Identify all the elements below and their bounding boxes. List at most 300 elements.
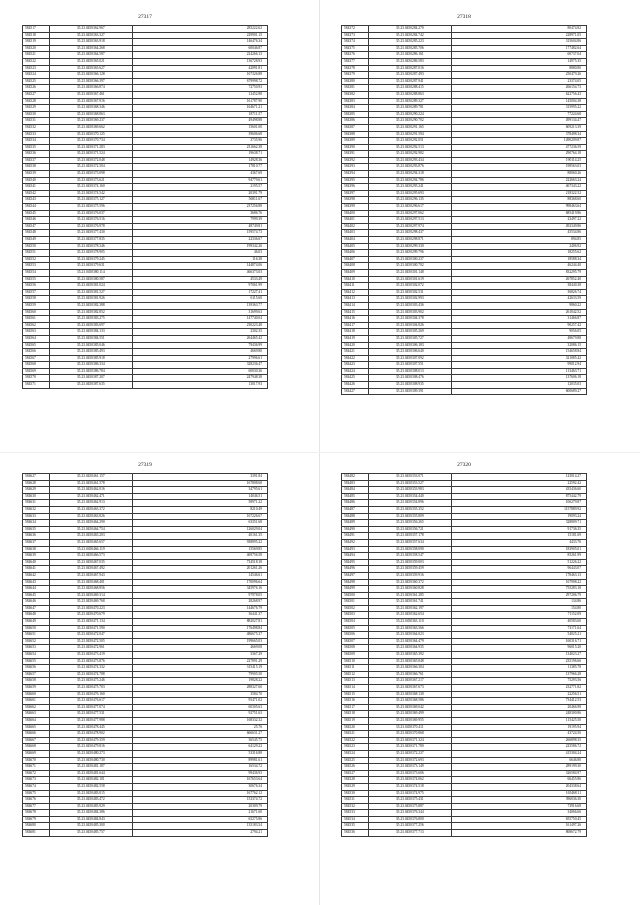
table-row bbox=[342, 124, 587, 131]
amount-cell: 48749.81 bbox=[132, 223, 267, 230]
amount-cell: 46244.40 bbox=[451, 263, 586, 270]
account-code-cell: 35.23.0450364.587 bbox=[49, 52, 132, 59]
amount-cell: 60305.63 bbox=[132, 704, 267, 711]
account-code-cell: 35.23.0450473.419 bbox=[49, 652, 132, 659]
table-row bbox=[23, 579, 268, 586]
table-row bbox=[23, 612, 268, 619]
record-id-cell: 584384 bbox=[342, 105, 369, 112]
table-row bbox=[342, 85, 587, 92]
record-id-cell: 584654 bbox=[23, 652, 50, 659]
amount-cell: 49498.88 bbox=[132, 118, 267, 125]
table-row bbox=[23, 744, 268, 751]
amount-cell: 116.38 bbox=[132, 256, 267, 263]
record-id-cell: 584497 bbox=[342, 572, 369, 579]
table-row bbox=[342, 665, 587, 672]
record-id-cell: 584551 bbox=[23, 250, 50, 257]
amount-cell: 38440.38 bbox=[451, 283, 586, 290]
record-id-cell: 584668 bbox=[23, 744, 50, 751]
amount-cell: 315415.19 bbox=[132, 665, 267, 672]
record-id-cell: 584525 bbox=[23, 78, 50, 85]
account-code-cell: 35.23.0450475.703 bbox=[49, 685, 132, 692]
record-id-cell: 584517 bbox=[23, 26, 50, 33]
table-row bbox=[342, 78, 587, 85]
account-code-cell: 35.23.0450374.542 bbox=[49, 190, 132, 197]
account-code-cell: 35.23.0450288.415 bbox=[368, 85, 451, 92]
account-code-cell: 35.23.0450368.130 bbox=[368, 691, 451, 698]
amount-cell: 134.86 bbox=[451, 599, 586, 606]
amount-cell: 91736.35 bbox=[451, 526, 586, 533]
account-code-cell: 35.23.0450370.411 bbox=[368, 724, 451, 731]
account-code-cell: 35.23.0450296.617 bbox=[368, 204, 451, 211]
table-row bbox=[23, 223, 268, 230]
table-row bbox=[23, 599, 268, 606]
record-id-cell: 584422 bbox=[342, 355, 369, 362]
amount-cell: 167808.68 bbox=[132, 480, 267, 487]
table-row bbox=[342, 111, 587, 118]
table-row bbox=[23, 309, 268, 316]
amount-cell: 9860.22 bbox=[451, 302, 586, 309]
record-id-cell: 584484 bbox=[342, 487, 369, 494]
record-id-cell: 584536 bbox=[23, 151, 50, 158]
account-code-cell: 35.23.0450357.634 bbox=[368, 539, 451, 546]
account-code-cell: 35.23.0450301.148 bbox=[368, 269, 451, 276]
account-code-cell: 35.23.0450369.042 bbox=[368, 704, 451, 711]
amount-cell: 6646.80 bbox=[451, 757, 586, 764]
account-code-cell: 35.23.0450306.640 bbox=[368, 349, 451, 356]
record-id-cell: 584627 bbox=[23, 474, 50, 481]
table-row bbox=[23, 691, 268, 698]
table-row bbox=[23, 32, 268, 39]
table-row bbox=[23, 197, 268, 204]
amount-cell: 167762.12 bbox=[132, 790, 267, 797]
table-row bbox=[342, 671, 587, 678]
account-code-cell: 35.23.0450383.697 bbox=[49, 322, 132, 329]
document-page bbox=[22, 14, 268, 434]
record-id-cell: 584389 bbox=[342, 138, 369, 145]
table-row bbox=[342, 605, 587, 612]
account-code-cell: 35.23.0450373.098 bbox=[49, 171, 132, 178]
record-id-cell: 584681 bbox=[23, 830, 50, 837]
table-row bbox=[23, 632, 268, 639]
account-code-cell: 35.23.0450358.547 bbox=[368, 553, 451, 560]
table-row bbox=[23, 342, 268, 349]
record-id-cell: 584399 bbox=[342, 204, 369, 211]
amount-cell: 734412.53 bbox=[451, 698, 586, 705]
account-code-cell: 35.23.0450363.110 bbox=[368, 619, 451, 626]
amount-cell: 176498.84 bbox=[132, 625, 267, 632]
table-row bbox=[23, 124, 268, 131]
amount-cell: 94779.61 bbox=[132, 177, 267, 184]
table-row bbox=[342, 572, 587, 579]
account-code-cell: 35.23.0450470.679 bbox=[49, 612, 132, 619]
amount-cell: 36441.37 bbox=[132, 612, 267, 619]
account-code-cell: 35.23.0450370.734 bbox=[49, 138, 132, 145]
account-code-cell: 35.23.0450462.471 bbox=[49, 493, 132, 500]
table-row bbox=[342, 98, 587, 105]
record-id-cell: 584403 bbox=[342, 230, 369, 237]
amount-cell: 134023.27 bbox=[451, 652, 586, 659]
table-row bbox=[342, 342, 587, 349]
record-id-cell: 584552 bbox=[23, 256, 50, 263]
account-code-cell: 35.23.0450380.587 bbox=[49, 276, 132, 283]
account-code-cell: 35.23.0450297.513 bbox=[368, 217, 451, 224]
amount-cell: 147740.04 bbox=[132, 316, 267, 323]
table-row bbox=[342, 269, 587, 276]
table-row bbox=[342, 91, 587, 98]
table-row bbox=[23, 711, 268, 718]
record-id-cell: 584631 bbox=[23, 500, 50, 507]
table-row bbox=[342, 26, 587, 33]
amount-cell: 250479.26 bbox=[451, 72, 586, 79]
account-code-cell: 35.23.0450464.290 bbox=[49, 520, 132, 527]
table-row bbox=[342, 480, 587, 487]
account-code-cell: 35.23.0450485.300 bbox=[49, 823, 132, 830]
account-code-cell: 35.23.0450289.781 bbox=[368, 105, 451, 112]
record-id-cell: 584679 bbox=[23, 816, 50, 823]
amount-cell: 18588.34 bbox=[451, 256, 586, 263]
record-table bbox=[341, 25, 587, 395]
amount-cell: 622756.43 bbox=[451, 91, 586, 98]
account-code-cell: 35.23.0450361.741 bbox=[368, 599, 451, 606]
account-code-cell: 35.23.0450478.445 bbox=[49, 724, 132, 731]
record-id-cell: 584635 bbox=[23, 526, 50, 533]
account-code-cell: 35.23.0450355.352 bbox=[368, 506, 451, 513]
amount-cell: 99436.93 bbox=[132, 770, 267, 777]
record-id-cell: 584416 bbox=[342, 316, 369, 323]
amount-cell: 11385.78 bbox=[451, 665, 586, 672]
table-row bbox=[342, 32, 587, 39]
record-id-cell: 584523 bbox=[342, 744, 369, 751]
record-id-cell: 584404 bbox=[342, 237, 369, 244]
table-row bbox=[342, 731, 587, 738]
record-id-cell: 584394 bbox=[342, 171, 369, 178]
table-row bbox=[23, 243, 268, 250]
amount-cell: 4433.76 bbox=[451, 539, 586, 546]
record-id-cell: 584550 bbox=[23, 243, 50, 250]
amount-cell: 18255.62 bbox=[451, 250, 586, 257]
amount-cell: 19828.22 bbox=[132, 678, 267, 685]
record-id-cell: 584388 bbox=[342, 131, 369, 138]
record-id-cell: 584381 bbox=[342, 85, 369, 92]
amount-cell: 168332.32 bbox=[132, 717, 267, 724]
record-id-cell: 584670 bbox=[23, 757, 50, 764]
table-row bbox=[342, 553, 587, 560]
amount-cell: 22256.51 bbox=[451, 691, 586, 698]
record-id-cell: 584413 bbox=[342, 296, 369, 303]
table-row bbox=[342, 526, 587, 533]
table-row bbox=[23, 85, 268, 92]
amount-cell: 146476.34 bbox=[132, 39, 267, 46]
table-row bbox=[23, 362, 268, 369]
amount-cell: 266154.73 bbox=[451, 85, 586, 92]
table-row bbox=[342, 783, 587, 790]
account-code-cell: 35.23.0450299.330 bbox=[368, 243, 451, 250]
amount-cell: 326584.97 bbox=[451, 770, 586, 777]
record-table bbox=[22, 473, 268, 837]
amount-cell: 28268.97 bbox=[132, 599, 267, 606]
amount-cell: 65275.86 bbox=[132, 816, 267, 823]
table-row bbox=[342, 289, 587, 296]
record-id-cell: 584521 bbox=[23, 52, 50, 59]
amount-cell: 12035.03 bbox=[451, 382, 586, 389]
table-row bbox=[342, 349, 587, 356]
record-id-cell: 584518 bbox=[342, 711, 369, 718]
record-id-cell: 584393 bbox=[342, 164, 369, 171]
account-code-cell: 35.23.0450374.975 bbox=[368, 790, 451, 797]
record-id-cell: 584504 bbox=[342, 619, 369, 626]
account-code-cell: 35.23.0450290.702 bbox=[368, 118, 451, 125]
account-code-cell: 35.23.0450298.871 bbox=[368, 237, 451, 244]
amount-cell: 235196.66 bbox=[451, 658, 586, 665]
account-code-cell: 35.23.0450286.583 bbox=[368, 58, 451, 65]
record-id-cell: 584535 bbox=[342, 823, 369, 830]
account-code-cell: 35.23.0450379.631 bbox=[49, 263, 132, 270]
record-id-cell: 584648 bbox=[23, 612, 50, 619]
table-row bbox=[342, 190, 587, 197]
record-id-cell: 584424 bbox=[342, 368, 369, 375]
amount-cell: 832295.79 bbox=[451, 269, 586, 276]
table-row bbox=[342, 276, 587, 283]
account-code-cell: 35.23.0450302.531 bbox=[368, 289, 451, 296]
table-row bbox=[23, 39, 268, 46]
table-row bbox=[342, 711, 587, 718]
record-id-cell: 584676 bbox=[23, 797, 50, 804]
record-table-body bbox=[23, 26, 268, 389]
table-row bbox=[23, 737, 268, 744]
amount-cell: 396036.30 bbox=[451, 797, 586, 804]
table-row bbox=[23, 816, 268, 823]
table-row bbox=[342, 177, 587, 184]
account-code-cell: 35.23.0450287.016 bbox=[368, 65, 451, 72]
amount-cell: 19638.71 bbox=[132, 151, 267, 158]
record-id-cell: 584487 bbox=[342, 506, 369, 513]
amount-cell: 218322.52 bbox=[451, 190, 586, 197]
table-row bbox=[23, 368, 268, 375]
account-code-cell: 35.23.0450465.203 bbox=[49, 533, 132, 540]
account-code-cell: 35.23.0450367.461 bbox=[49, 91, 132, 98]
table-row bbox=[23, 619, 268, 626]
table-row bbox=[342, 823, 587, 830]
amount-cell: 315995.22 bbox=[451, 105, 586, 112]
amount-cell: 469756.58 bbox=[132, 553, 267, 560]
amount-cell: 328236.47 bbox=[132, 362, 267, 369]
record-id-cell: 584396 bbox=[342, 184, 369, 191]
amount-cell: 321085.42 bbox=[451, 355, 586, 362]
table-row bbox=[23, 204, 268, 211]
table-row bbox=[23, 164, 268, 171]
account-code-cell: 35.23.0450308.476 bbox=[368, 375, 451, 382]
amount-cell: 54025.21 bbox=[451, 632, 586, 639]
account-code-cell: 35.23.0450302.072 bbox=[368, 283, 451, 290]
table-row bbox=[342, 243, 587, 250]
amount-cell: 34795.61 bbox=[132, 487, 267, 494]
amount-cell: 6115.60 bbox=[132, 296, 267, 303]
record-id-cell: 584402 bbox=[342, 223, 369, 230]
amount-cell: 40161.35 bbox=[132, 533, 267, 540]
table-row bbox=[23, 138, 268, 145]
account-code-cell: 35.23.0450291.594 bbox=[368, 131, 451, 138]
table-row bbox=[23, 487, 268, 494]
record-id-cell: 584532 bbox=[23, 124, 50, 131]
record-id-cell: 584411 bbox=[342, 283, 369, 290]
record-id-cell: 584521 bbox=[342, 731, 369, 738]
page-number: 27318 bbox=[457, 14, 471, 20]
record-id-cell: 584546 bbox=[23, 217, 50, 224]
account-code-cell: 35.23.0450462.016 bbox=[49, 487, 132, 494]
table-row bbox=[342, 45, 587, 52]
record-id-cell: 584425 bbox=[342, 375, 369, 382]
account-code-cell: 35.23.0450374.062 bbox=[368, 777, 451, 784]
table-row bbox=[23, 533, 268, 540]
account-code-cell: 35.23.0450371.780 bbox=[368, 744, 451, 751]
table-row bbox=[23, 131, 268, 138]
account-code-cell: 35.23.0450474.332 bbox=[49, 665, 132, 672]
record-id-cell: 584664 bbox=[23, 717, 50, 724]
table-row bbox=[23, 355, 268, 362]
account-code-cell: 35.23.0450382.388 bbox=[49, 302, 132, 309]
account-code-cell: 35.23.0450288.863 bbox=[368, 91, 451, 98]
table-row bbox=[342, 506, 587, 513]
amount-cell: 66455.86 bbox=[451, 777, 586, 784]
amount-cell: 92751.63 bbox=[132, 711, 267, 718]
table-row bbox=[23, 335, 268, 342]
account-code-cell: 35.23.0450292.513 bbox=[368, 144, 451, 151]
table-row bbox=[342, 678, 587, 685]
record-id-cell: 584562 bbox=[23, 322, 50, 329]
table-row bbox=[342, 131, 587, 138]
table-row bbox=[342, 737, 587, 744]
amount-cell: 144874.06 bbox=[132, 263, 267, 270]
amount-cell: 998463.64 bbox=[451, 204, 586, 211]
table-row bbox=[23, 302, 268, 309]
record-id-cell: 584490 bbox=[342, 526, 369, 533]
record-id-cell: 584525 bbox=[342, 757, 369, 764]
record-id-cell: 584517 bbox=[342, 704, 369, 711]
amount-cell: 204338.64 bbox=[451, 783, 586, 790]
amount-cell: 247948.38 bbox=[132, 375, 267, 382]
table-row bbox=[342, 625, 587, 632]
amount-cell: 17227.41 bbox=[132, 289, 267, 296]
record-id-cell: 584675 bbox=[23, 790, 50, 797]
account-code-cell: 35.23.0450295.693 bbox=[368, 190, 451, 197]
document-page bbox=[341, 14, 587, 434]
record-id-cell: 584483 bbox=[342, 480, 369, 487]
table-row bbox=[23, 546, 268, 553]
amount-cell: 288327.60 bbox=[132, 685, 267, 692]
table-row bbox=[342, 316, 587, 323]
amount-cell: 9056.05 bbox=[451, 329, 586, 336]
table-row bbox=[23, 770, 268, 777]
record-id-cell: 584568 bbox=[23, 362, 50, 369]
table-row bbox=[342, 309, 587, 316]
table-row bbox=[342, 197, 587, 204]
amount-cell: 14928.36 bbox=[132, 157, 267, 164]
table-row bbox=[342, 388, 587, 395]
account-code-cell: 35.23.0450354.896 bbox=[368, 500, 451, 507]
record-id-cell: 584380 bbox=[342, 78, 369, 85]
record-id-cell: 584652 bbox=[23, 638, 50, 645]
account-code-cell: 35.23.0450291.165 bbox=[368, 124, 451, 131]
table-row bbox=[342, 184, 587, 191]
amount-cell: 3686.76 bbox=[132, 210, 267, 217]
table-row bbox=[342, 368, 587, 375]
amount-cell: 178463.13 bbox=[451, 572, 586, 579]
table-row bbox=[342, 157, 587, 164]
account-code-cell: 35.23.0450373.621 bbox=[49, 177, 132, 184]
account-code-cell: 35.23.0450307.092 bbox=[368, 355, 451, 362]
table-row bbox=[23, 750, 268, 757]
table-row bbox=[342, 263, 587, 270]
record-id-cell: 584423 bbox=[342, 362, 369, 369]
account-code-cell: 35.23.0450467.035 bbox=[49, 559, 132, 566]
account-code-cell: 35.23.0450371.524 bbox=[49, 151, 132, 158]
table-row bbox=[342, 105, 587, 112]
record-id-cell: 584390 bbox=[342, 144, 369, 151]
amount-cell: 938895.22 bbox=[132, 539, 267, 546]
record-id-cell: 584520 bbox=[342, 724, 369, 731]
table-row bbox=[23, 526, 268, 533]
table-row bbox=[342, 39, 587, 46]
table-row bbox=[23, 382, 268, 389]
table-row bbox=[342, 302, 587, 309]
table-row bbox=[23, 592, 268, 599]
amount-cell: 328809.71 bbox=[451, 520, 586, 527]
account-code-cell: 35.23.0450365.021 bbox=[49, 58, 132, 65]
account-code-cell: 35.23.0450364.479 bbox=[368, 638, 451, 645]
amount-cell: 60046.87 bbox=[132, 45, 267, 52]
amount-cell: 165468.11 bbox=[451, 790, 586, 797]
account-code-cell: 35.23.0450361.285 bbox=[368, 592, 451, 599]
record-id-cell: 584680 bbox=[23, 823, 50, 830]
amount-cell: 734518.18 bbox=[132, 559, 267, 566]
table-row bbox=[23, 480, 268, 487]
amount-cell: 71152.09 bbox=[451, 612, 586, 619]
account-code-cell: 35.23.0450483.929 bbox=[49, 803, 132, 810]
table-row bbox=[342, 283, 587, 290]
record-id-cell: 584407 bbox=[342, 256, 369, 263]
table-row bbox=[23, 717, 268, 724]
record-id-cell: 584567 bbox=[23, 355, 50, 362]
account-code-cell: 35.23.0450461.578 bbox=[49, 480, 132, 487]
amount-cell: 225586.72 bbox=[451, 744, 586, 751]
account-code-cell: 35.23.0450371.324 bbox=[368, 737, 451, 744]
table-row bbox=[23, 190, 268, 197]
account-code-cell: 35.23.0450472.047 bbox=[49, 632, 132, 639]
amount-cell: 170096.64 bbox=[132, 579, 267, 586]
record-id-cell: 584630 bbox=[23, 493, 50, 500]
table-row bbox=[23, 559, 268, 566]
record-id-cell: 584418 bbox=[342, 329, 369, 336]
record-id-cell: 584379 bbox=[342, 72, 369, 79]
amount-cell: 248300.86 bbox=[451, 711, 586, 718]
record-id-cell: 584678 bbox=[23, 810, 50, 817]
amount-cell: 875442.79 bbox=[451, 493, 586, 500]
account-code-cell: 35.23.0450376.516 bbox=[49, 217, 132, 224]
table-row bbox=[342, 770, 587, 777]
amount-cell: 56811.67 bbox=[132, 197, 267, 204]
table-row bbox=[23, 790, 268, 797]
account-code-cell: 35.23.0450307.551 bbox=[368, 362, 451, 369]
amount-cell: 80474.82 bbox=[451, 26, 586, 33]
record-id-cell: 584556 bbox=[23, 283, 50, 290]
account-code-cell: 35.23.0450461.157 bbox=[49, 474, 132, 481]
record-id-cell: 584412 bbox=[342, 289, 369, 296]
table-row bbox=[342, 138, 587, 145]
amount-cell: 486675.37 bbox=[132, 632, 267, 639]
amount-cell: 231662.38 bbox=[132, 144, 267, 151]
amount-cell: 135183.54 bbox=[132, 823, 267, 830]
account-code-cell: 35.23.0450375.127 bbox=[49, 197, 132, 204]
